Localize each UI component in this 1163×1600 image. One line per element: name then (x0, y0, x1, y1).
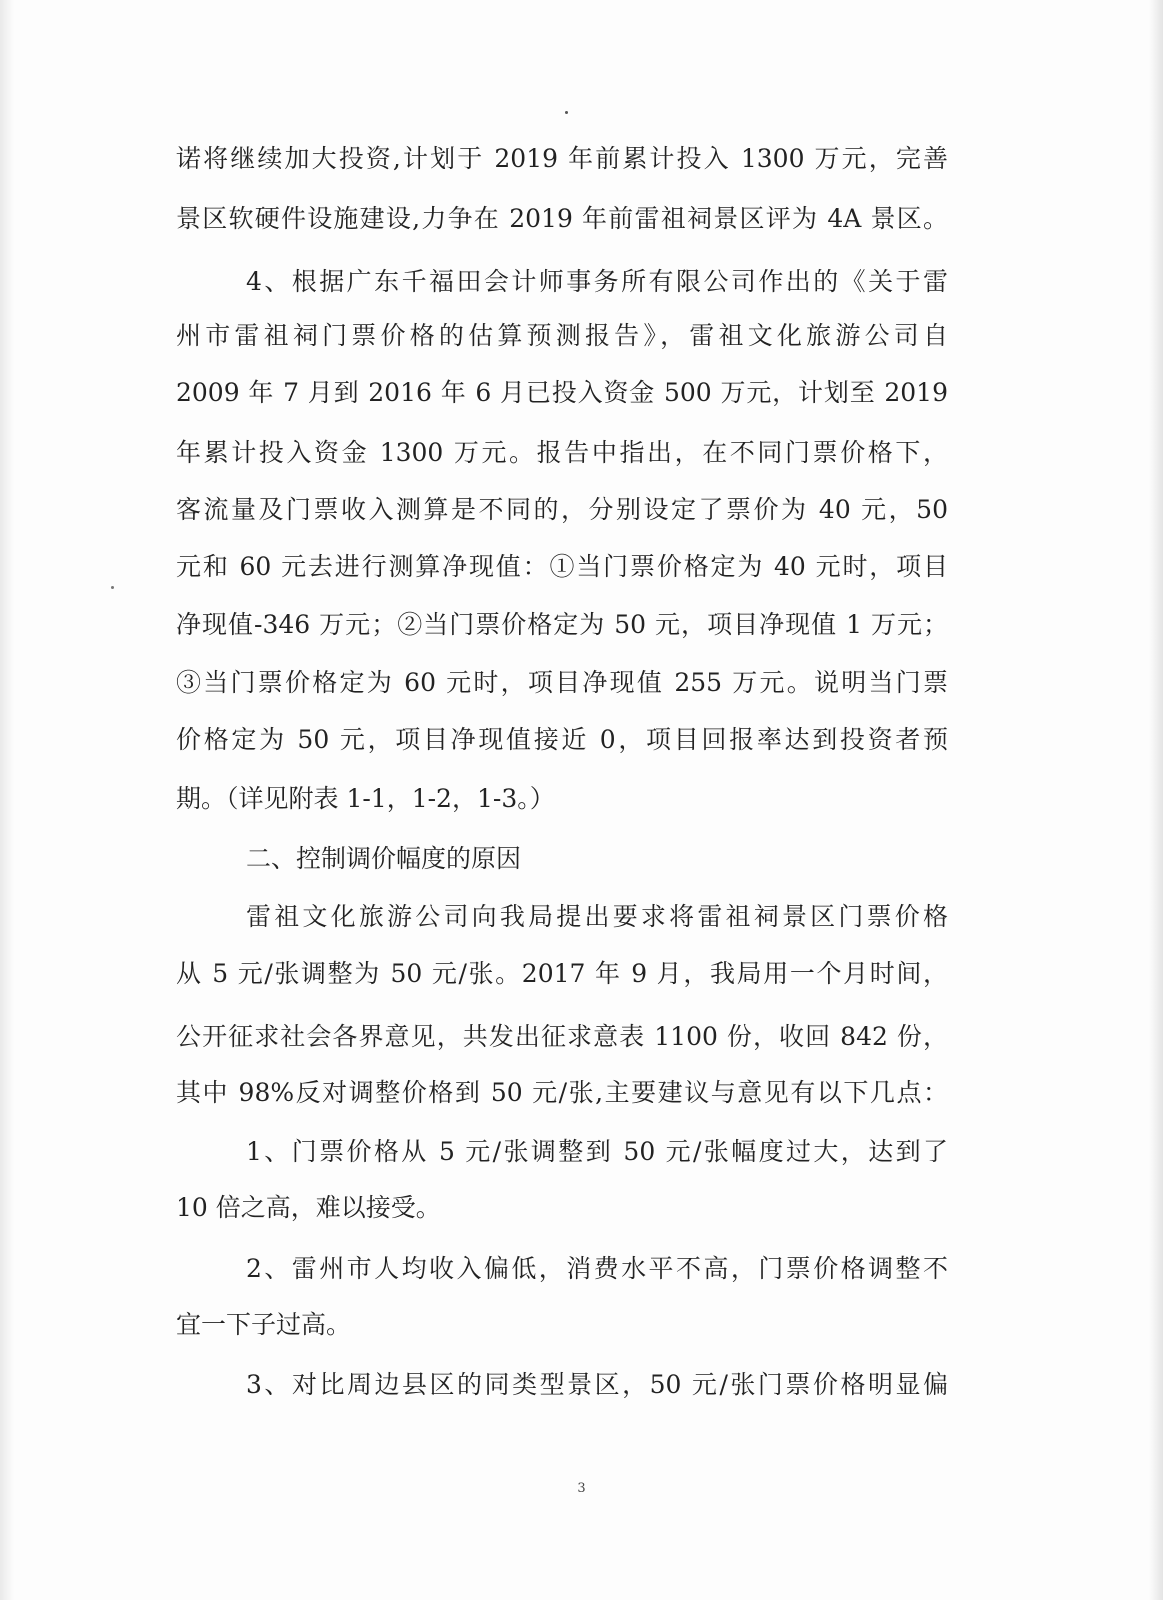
text-line-3: 4、根据广东千福田会计师事务所有限公司作出的《关于雷 (246, 267, 948, 296)
text-line-8: 元和 60 元去进行测算净现值：①当门票价格定为 40 元时，项目 (176, 552, 948, 581)
text-line-4: 州市雷祖祠门票价格的估算预测报告》，雷祖文化旅游公司自 (176, 321, 948, 350)
text-line-9: 净现值-346 万元；②当门票价格定为 50 元，项目净现值 1 万元； (176, 610, 948, 639)
text-line-12: 期。（详见附表 1-1，1-2，1-3。） (176, 784, 555, 813)
text-line-21: 宜一下子过高。 (176, 1310, 352, 1339)
text-line-6: 年累计投入资金 1300 万元。报告中指出，在不同门票价格下， (176, 438, 948, 467)
text-line-11: 价格定为 50 元，项目净现值接近 0，项目回报率达到投资者预 (176, 725, 948, 754)
section-heading: 二、控制调价幅度的原因 (246, 844, 522, 873)
text-line-16: 公开征求社会各界意见，共发出征求意表 1100 份，收回 842 份， (176, 1022, 948, 1051)
text-line-1: 诺将继续加大投资,计划于 2019 年前累计投入 1300 万元，完善 (176, 144, 948, 173)
text-line-14: 雷祖文化旅游公司向我局提出要求将雷祖祠景区门票价格 (246, 902, 948, 931)
scan-speck (111, 586, 114, 589)
text-line-22: 3、对比周边县区的同类型景区，50 元/张门票价格明显偏 (246, 1370, 948, 1399)
text-line-7: 客流量及门票收入测算是不同的，分别设定了票价为 40 元，50 (176, 495, 948, 524)
text-line-17: 其中 98%反对调整价格到 50 元/张,主要建议与意见有以下几点： (176, 1078, 948, 1107)
text-line-5: 2009 年 7 月到 2016 年 6 月已投入资金 500 万元，计划至 2019 (176, 378, 948, 407)
text-line-15: 从 5 元/张调整为 50 元/张。2017 年 9 月，我局用一个月时间， (176, 959, 948, 988)
text-line-18: 1、门票价格从 5 元/张调整到 50 元/张幅度过大，达到了 (246, 1137, 948, 1166)
right-scan-edge (1149, 0, 1163, 1600)
text-line-20: 2、雷州市人均收入偏低，消费水平不高，门票价格调整不 (246, 1254, 948, 1283)
text-line-10: ③当门票价格定为 60 元时，项目净现值 255 万元。说明当门票 (176, 668, 948, 697)
text-line-2: 景区软硬件设施建设,力争在 2019 年前雷祖祠景区评为 4A 景区。 (176, 204, 948, 233)
left-scan-edge (0, 0, 14, 1600)
text-line-19: 10 倍之高，难以接受。 (176, 1193, 441, 1222)
scan-speck (565, 111, 568, 114)
page-number: 3 (577, 1481, 586, 1496)
